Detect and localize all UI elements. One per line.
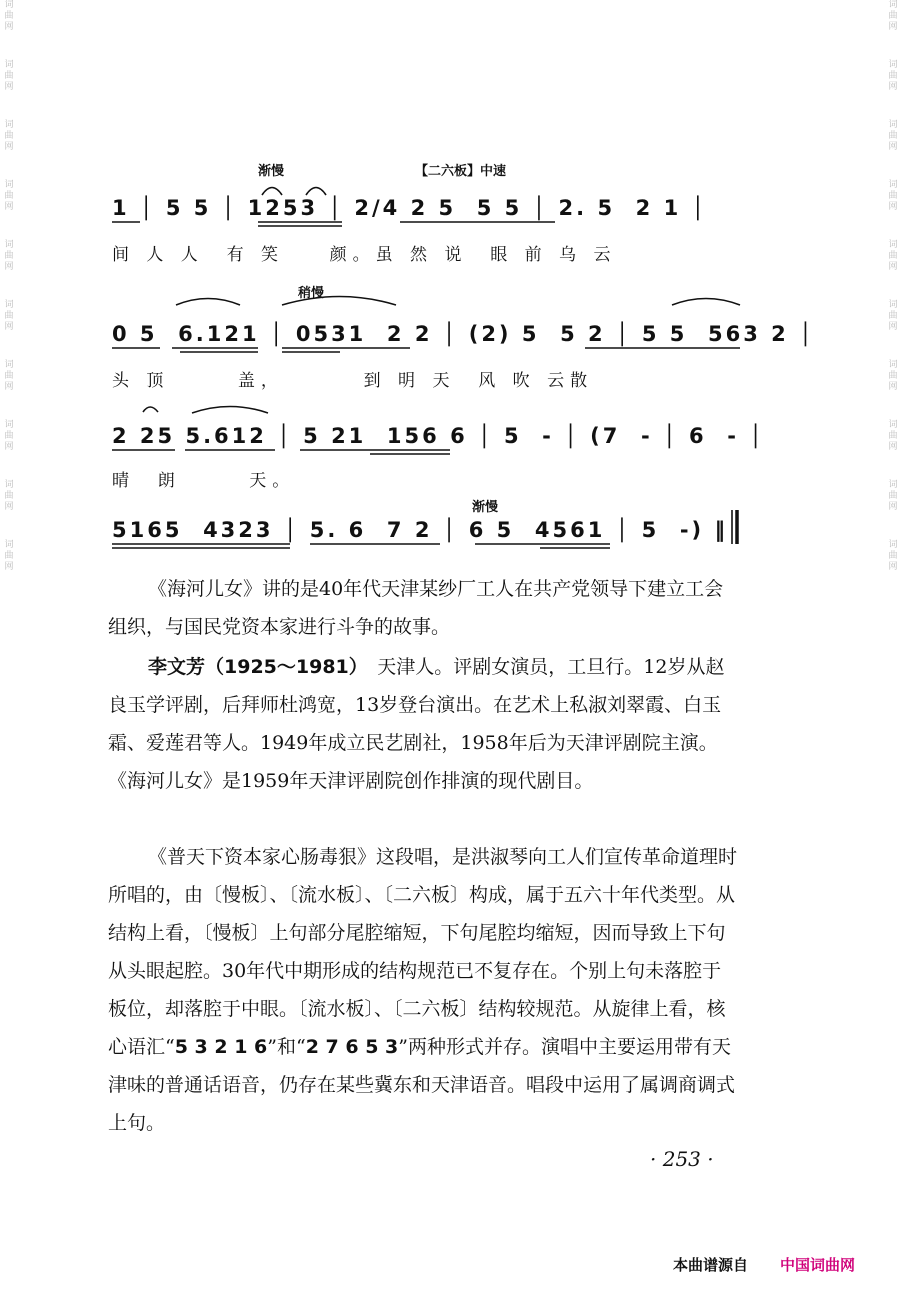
lyric-line-1: 间 人 人 有 笑 颜。虽 然 说 眼 前 乌 云: [112, 245, 617, 265]
tempo-mark: 稍慢: [298, 286, 325, 301]
score-decorations: [0, 0, 902, 600]
tempo-mark: 渐慢: [472, 500, 499, 515]
paragraph-3: 《普天下资本家心肠毒狠》这段唱，是洪淑琴向工人们宣传革命道理时所唱的，由〔慢板〕、〔流水板〕、〔二六板〕构成，属于五六十年代类型。从结构上看，〔慢板〕上句部分尾腔缩短，下句尾腔均缩短，因而导致上下句从头眼起腔。30年代中期形成的结构规范已不复存在。个别上句未落腔于板位，却落腔于中眼。〔流水板〕、〔二六板〕结构较规范。从旋律上看，核心语汇“5 3 2 1 6”和“2 7 6 5 3”两种形式并存。演唱中主要运用带有天津味的普通话语音，仍存在某些冀东和天津语音。唱段中运用了属调商调式上句。: [108, 846, 738, 1134]
paragraph-1: 《海河儿女》讲的是40年代天津某纱厂工人在共产党领导下建立工会组织，与国民党资本家进行斗争的故事。: [108, 578, 724, 638]
page-number: · 253 ·: [650, 1147, 714, 1171]
source-site: 中国词曲网: [780, 1256, 856, 1274]
tempo-mark: 【二六板】中速: [415, 164, 507, 179]
score-line-1: 1 │ 5 5 │ 1253 │ 2/4 2 5 5 5 │ 2. 5 2 1 │: [112, 196, 708, 220]
score-line-3: 2 25 5.612 │ 5 21 156 6 │ 5 - │ (7 - │ 6 - │: [112, 424, 765, 448]
watermark-right: 词 曲 网 词 曲 网 词 曲 网 词 曲 网 词 曲 网 词 曲 网 词 曲 网 词 曲 网 词 曲 网 词 曲 网: [888, 0, 898, 572]
lyric-line-2: 头 顶 盖， 到 明 天 风 吹 云散: [112, 371, 594, 391]
tempo-mark: 渐慢: [258, 164, 285, 179]
score-line-4: 5165 4323 │ 5. 6 7 2 │ 6 5 4561 │ 5 -) ‖: [112, 518, 728, 542]
bio-heading: 李文芳（1925～1981）: [148, 656, 359, 678]
paragraph-2: 李文芳（1925～1981） 天津人。评剧女演员，工旦行。12岁从赵良玉学评剧，后拜师杜鸿宽，13岁登台演出。在艺术上私淑刘翠霞、白玉霜、爱莲君等人。1949年成立民艺剧社，1958年后为天津评剧院主演。《海河儿女》是1959年天津评剧院创作排演的现代剧目。: [108, 656, 725, 792]
score-line-2: 0 5 6.121 │ 0531 2 2 │ (2) 5 5 2 │ 5 5 563 2 │: [112, 322, 815, 346]
lyric-line-3: 晴 朗 天。: [112, 471, 296, 491]
watermark-left: 词 曲 网 词 曲 网 词 曲 网 词 曲 网 词 曲 网 词 曲 网 词 曲 网 词 曲 网 词 曲 网 词 曲 网: [4, 0, 14, 572]
source-label: 本曲谱源自: [673, 1256, 749, 1274]
